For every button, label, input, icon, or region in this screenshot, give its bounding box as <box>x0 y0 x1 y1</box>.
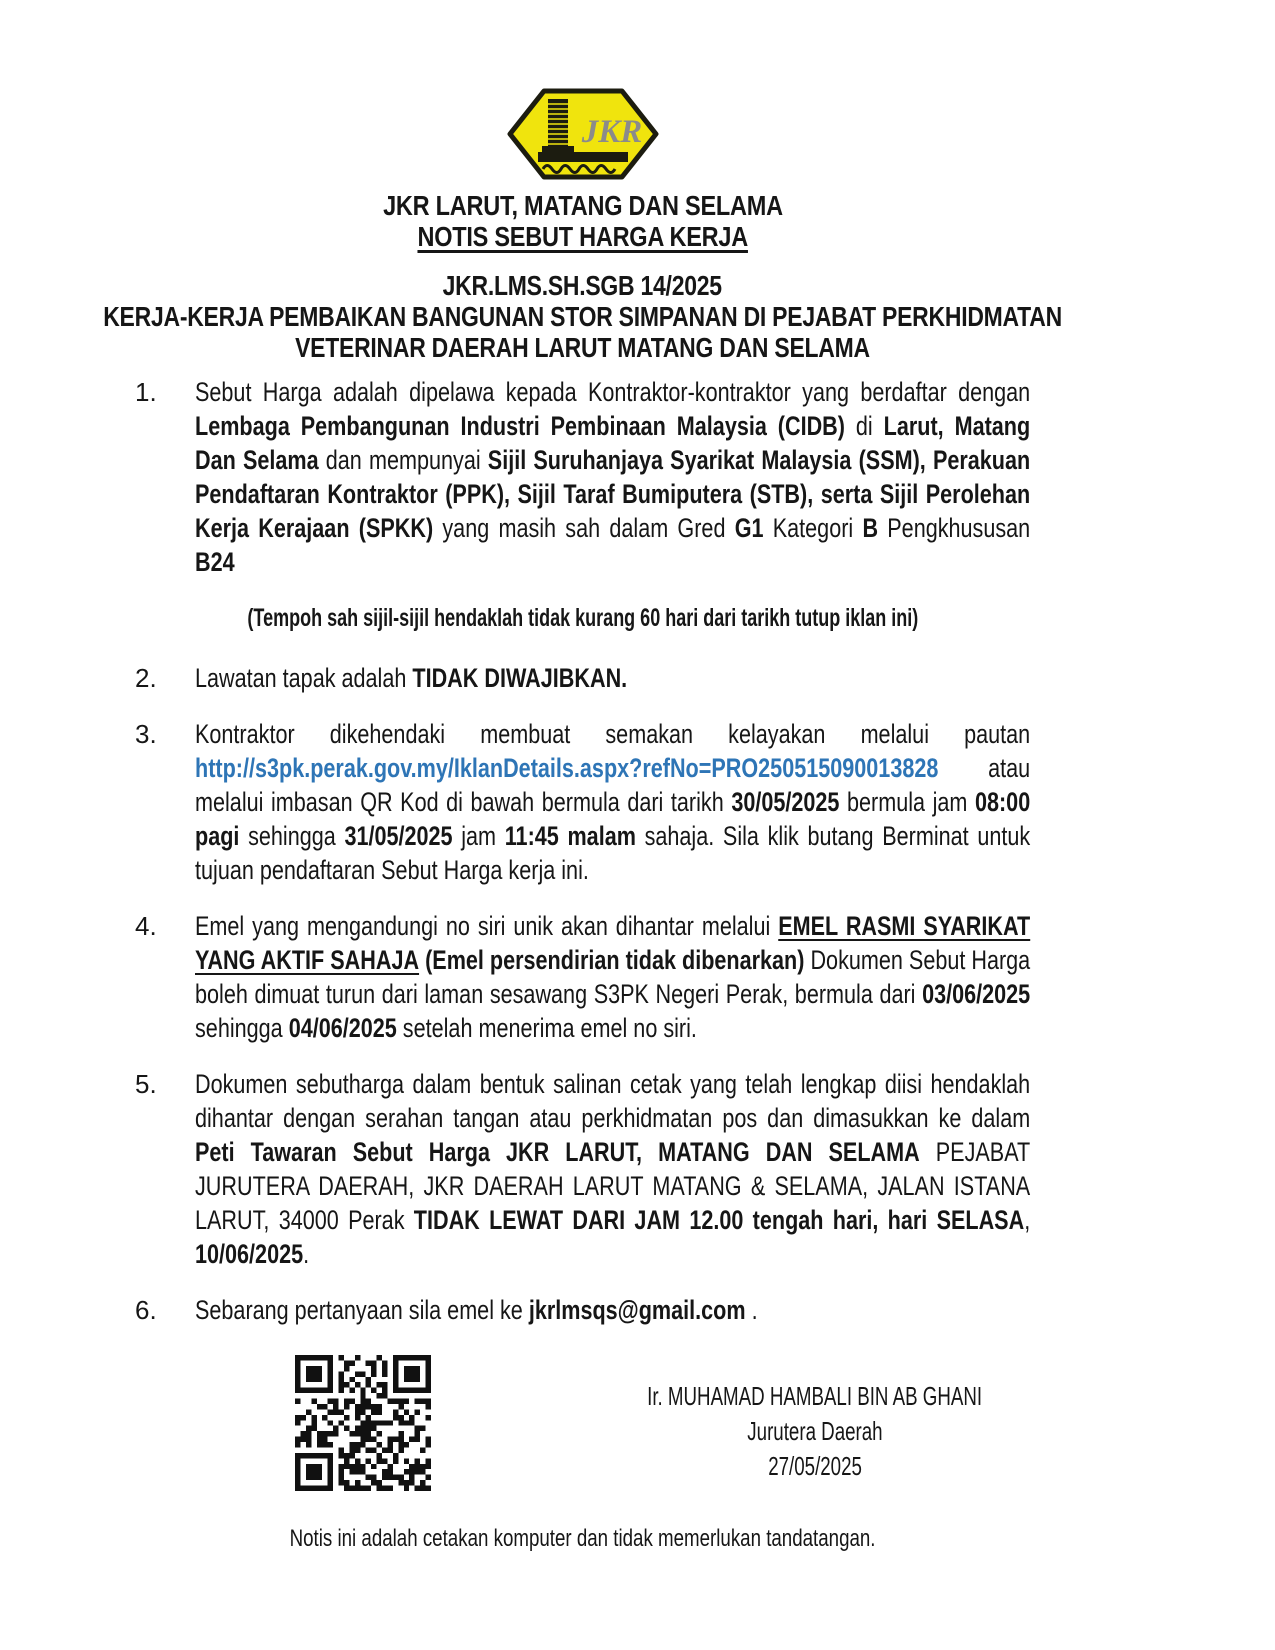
notice-title-block <box>103 270 1062 363</box>
clause-number: 2. <box>135 663 157 693</box>
clause-1 <box>135 375 1030 579</box>
org-name: JKR LARUT, MATANG DAN SELAMA <box>382 190 783 221</box>
signature-date: 27/05/2025 <box>768 1451 862 1481</box>
clause-number: 3. <box>135 719 157 749</box>
logo-container <box>135 88 1030 180</box>
clause-4 <box>135 909 1030 1045</box>
clause-text: Kontraktor dikehendaki membuat semakan kelayakan melalui pautan http://s3pk.perak.gov.my/IklanDetails.aspx?refNo=PRO250515090013828 atau melalui imbasan QR Kod di bawah bermula dari tarikh 30/05/2025 bermula jam 08:00 pagi sehingga 31/05/2025 jam 11:45 malam sahaja. Sila klik butang Berminat untuk tujuan pendaftaran Sebut Harga kerja ini. <box>195 719 1031 885</box>
footer-note: Notis ini adalah cetakan komputer dan tidak memerlukan tandatangan. <box>289 1525 876 1552</box>
project-title-line2: VETERINAR DAERAH LARUT MATANG DAN SELAMA <box>295 332 870 363</box>
clause-6 <box>135 1293 1030 1327</box>
signature-block <box>495 1379 1135 1484</box>
clause-number: 6. <box>135 1295 157 1325</box>
s3pk-link[interactable]: http://s3pk.perak.gov.my/IklanDetails.aspx?refNo=PRO250515090013828 <box>195 753 939 783</box>
clause-3 <box>135 717 1030 887</box>
clause-text: Sebarang pertanyaan sila emel ke jkrlmsqs@gmail.com . <box>195 1295 758 1325</box>
validity-note: (Tempoh sah sijil-sijil hendaklah tidak kurang 60 hari dari tarikh tutup iklan ini) <box>247 604 918 632</box>
clause-text: Lawatan tapak adalah TIDAK DIWAJIBKAN. <box>195 663 628 693</box>
doc-title: NOTIS SEBUT HARGA KERJA <box>417 221 748 252</box>
notice-ref: JKR.LMS.SH.SGB 14/2025 <box>442 270 723 301</box>
qr-code <box>295 1355 431 1491</box>
clause-text: Dokumen sebutharga dalam bentuk salinan cetak yang telah lengkap diisi hendaklah dihantar dengan serahan tangan atau perkhidmatan pos dan dimasukkan ke dalam Peti Tawaran Sebut Harga JKR LARUT, MATANG DAN SELAMA PEJABAT JURUTERA DAERAH, JKR DAERAH LARUT MATANG & SELAMA, JALAN ISTANA LARUT, 34000 Perak TIDAK LEWAT DARI JAM 12.00 tengah hari, hari SELASA, 10/06/2025. <box>195 1069 1031 1269</box>
clause-text: Emel yang mengandungi no siri unik akan dihantar melalui EMEL RASMI SYARIKAT YANG AKTIF SAHAJA (Emel persendirian tidak dibenarkan) Dokumen Sebut Harga boleh dimuat turun dari laman sesawang S3PK Negeri Perak, bermula dari 03/06/2025 sehingga 04/06/2025 setelah menerima emel no siri. <box>195 911 1031 1043</box>
signatory-name: Ir. MUHAMAD HAMBALI BIN AB GHANI <box>647 1381 983 1411</box>
signatory-position: Jurutera Daerah <box>747 1416 883 1446</box>
clause-number: 1. <box>135 377 157 407</box>
clause-text: Sebut Harga adalah dipelawa kepada Kontraktor-kontraktor yang berdaftar dengan Lembaga Pembangunan Industri Pembinaan Malaysia (CIDB) di Larut, Matang Dan Selama dan mempunyai Sijil Suruhanjaya Syarikat Malaysia (SSM), Perakuan Pendaftaran Kontraktor (PPK), Sijil Taraf Bumiputera (STB), serta Sijil Perolehan Kerja Kerajaan (SPKK) yang masih sah dalam Gred G1 Kategori B Pengkhususan B24 <box>195 377 1031 577</box>
clause-number: 5. <box>135 1069 157 1099</box>
clause-list <box>135 375 1030 1327</box>
project-title-line1: KERJA-KERJA PEMBAIKAN BANGUNAN STOR SIMPANAN DI PEJABAT PERKHIDMATAN <box>103 301 1062 332</box>
clause-2 <box>135 661 1030 695</box>
clause-5 <box>135 1067 1030 1271</box>
logo-letters: JKR <box>581 114 642 150</box>
jkr-logo-icon <box>507 88 659 180</box>
clause-number: 4. <box>135 911 157 941</box>
